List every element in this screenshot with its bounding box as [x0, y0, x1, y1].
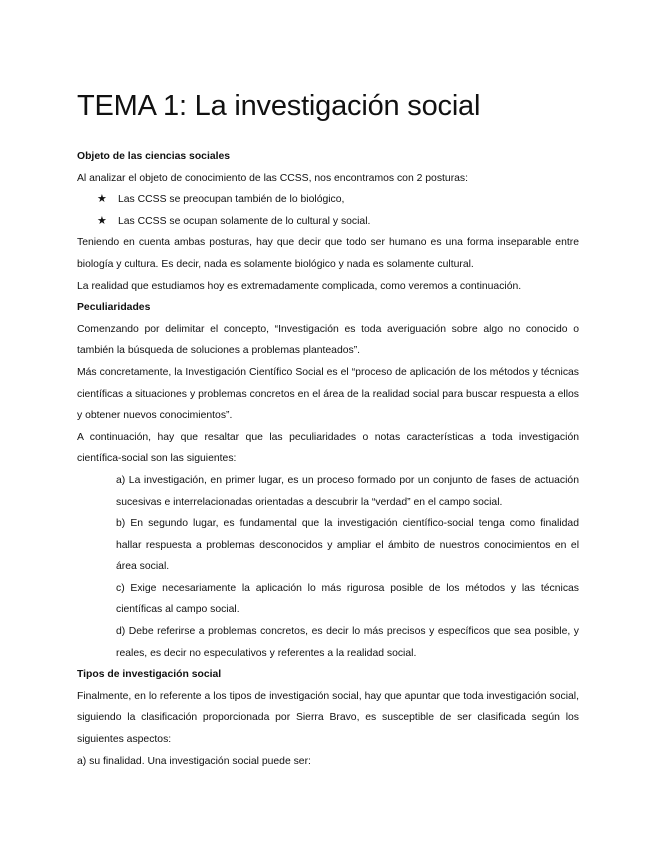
section-heading-tipos: Tipos de investigación social — [77, 669, 222, 681]
bullet-item — [77, 211, 579, 233]
list-item: b) En segundo lugar, es fundamental que la investigación científico-social tenga como finalidad hallar respuesta a problemas desconocidos y ampliar el ámbito de nuestros conocimientos en el área social. — [116, 518, 579, 573]
paragraph-peculiaridades-1: Comenzando por delimitar el concepto, “Investigación es toda averiguación sobre algo no conocido o también la búsqueda de soluciones a problemas planteados”. — [77, 323, 579, 357]
page-title: TEMA 1: La investigación social — [77, 90, 481, 122]
bullet-item — [77, 189, 579, 211]
bullet-text: Las CCSS se preocupan también de lo biológico, — [118, 194, 345, 206]
paragraph-tipos-1: Finalmente, en lo referente a los tipos de investigación social, hay que apuntar que toda investigación social, siguiendo la clasificación proporcionada por Sierra Bravo, es susceptible de ser clasificada según los siguientes aspectos: — [77, 690, 579, 746]
black-star-icon: ★ — [97, 214, 107, 227]
section-heading-peculiaridades: Peculiaridades — [77, 302, 151, 314]
document-body — [77, 146, 579, 772]
paragraph-tipos-2: a) su finalidad. Una investigación social puede ser: — [77, 755, 311, 767]
paragraph-objeto-2: La realidad que estudiamos hoy es extremadamente complicada, como veremos a continuación. — [77, 280, 522, 292]
paragraph-peculiaridades-2: Más concretamente, la Investigación Científico Social es el “proceso de aplicación de los métodos y técnicas científicas a situaciones y problemas concretos en el área de la realidad social para buscar respuesta a ellos y obtener nuevos conocimientos”. — [77, 366, 579, 422]
black-star-icon: ★ — [97, 193, 107, 206]
paragraph-peculiaridades-3: A continuación, hay que resaltar que las peculiaridades o notas características a toda investigación científica-social son las siguientes: — [77, 431, 579, 465]
paragraph-objeto-1: Teniendo en cuenta ambas posturas, hay que decir que todo ser humano es una forma inseparable entre biología y cultura. Es decir, nada es solamente biológico y nada es solamente cultural. — [77, 237, 579, 270]
bullet-list — [77, 189, 579, 232]
list-item: a) La investigación, en primer lugar, es un proceso formado por un conjunto de fases de actuación sucesivas e interrelacionadas orientadas a descubrir la “verdad” en el campo social. — [116, 474, 579, 508]
section-heading-objeto: Objeto de las ciencias sociales — [77, 151, 231, 162]
list-item: d) Debe referirse a problemas concretos, es decir lo más precisos y específicos que sea posible, y reales, es decir no especulativos y referentes a la realidad social. — [116, 626, 579, 659]
bullet-text: Las CCSS se ocupan solamente de lo cultural y social. — [118, 215, 371, 227]
list-item: c) Exige necesariamente la aplicación lo más rigurosa posible de los métodos y las técnicas científicas al campo social. — [116, 582, 579, 616]
peculiaridades-list — [77, 470, 579, 664]
paragraph-objeto-intro: Al analizar el objeto de conocimiento de las CCSS, nos encontramos con 2 posturas: — [77, 172, 469, 184]
